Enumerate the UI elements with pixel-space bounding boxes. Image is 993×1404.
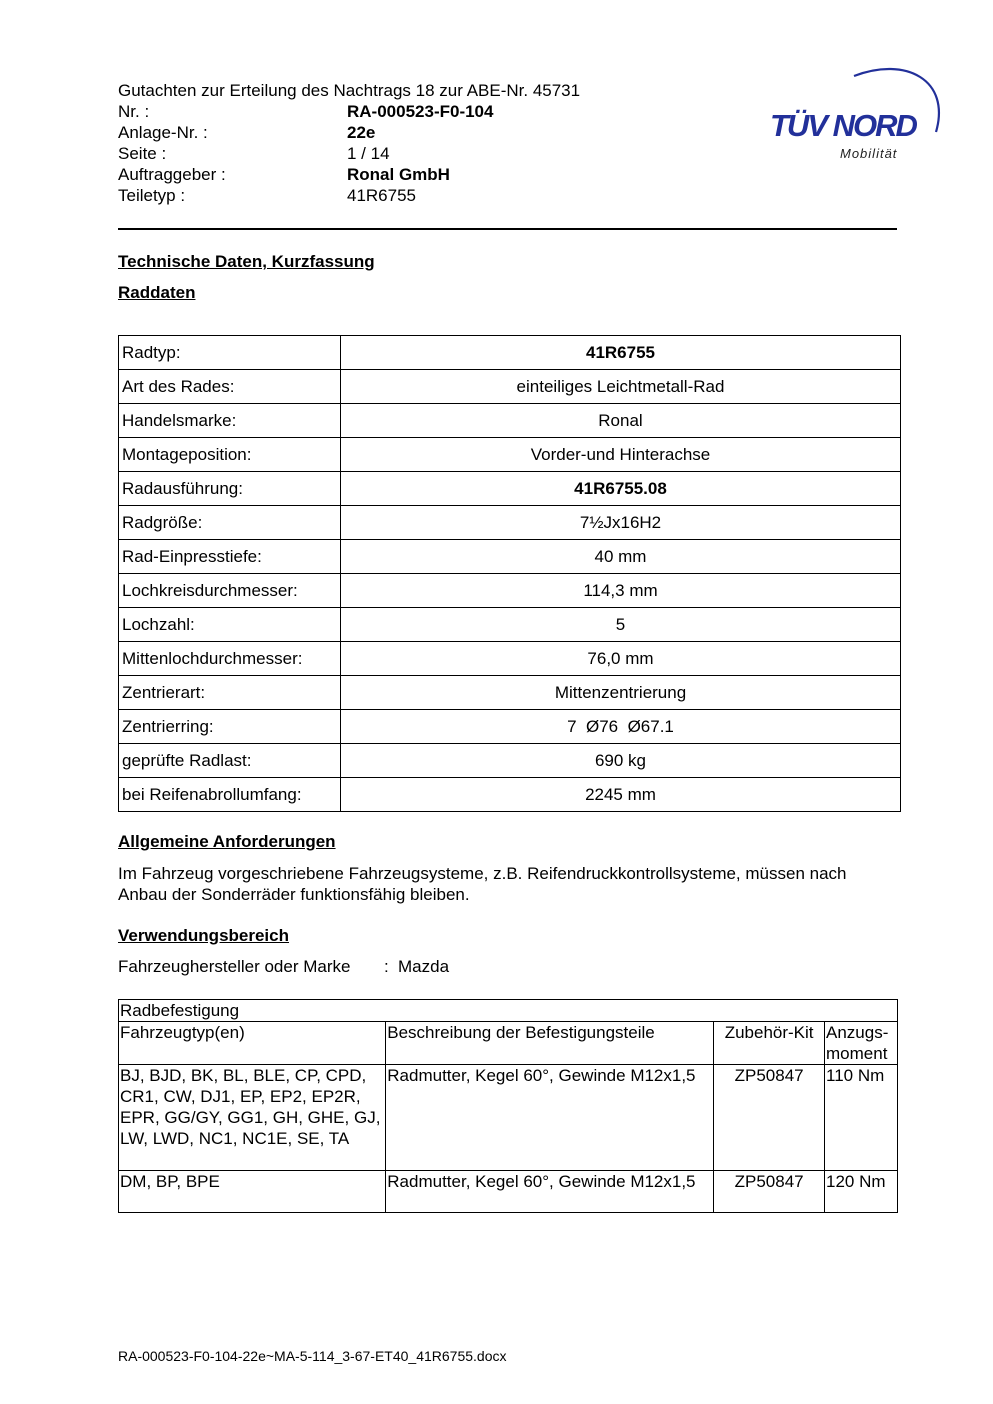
header-row-page [118,143,493,164]
manufacturer-row [118,957,449,977]
wheel-property-label: Handelsmarke: [119,404,341,438]
table-row [119,404,901,438]
header-label: Anlage-Nr. : [118,123,208,142]
mount-table-caption-row [119,1000,898,1022]
header-label: Auftraggeber : [118,165,226,184]
header-label: Seite : [118,144,167,163]
wheel-property-value: 40 mm [341,540,901,574]
header-value: RA-000523-F0-104 [347,102,494,121]
wheel-property-label: Lochzahl: [119,608,341,642]
wheel-property-value: 114,3 mm [341,574,901,608]
table-row [119,710,901,744]
manufacturer-label: Fahrzeughersteller oder Marke [118,957,351,976]
manufacturer-separator: : [384,957,389,976]
wheel-property-value: einteiliges Leichtmetall-Rad [341,370,901,404]
table-row [119,1171,898,1213]
section-heading-usage: Verwendungsbereich [118,926,289,945]
table-row [119,744,901,778]
header-row-part-type [118,185,493,206]
mount-table-caption: Radbefestigung [119,1000,898,1022]
logo-subtitle: Mobilität [840,146,898,161]
table-row [119,574,901,608]
header-label: Teiletyp : [118,186,186,205]
vehicle-types-cell: BJ, BJD, BK, BL, BLE, CP, CPD, CR1, CW, DJ1, EP, EP2, EP2R, EPR, GG/GY, GG1, GH, GHE, GJ, LW, LWD, NC1, NC1E, SE, TA [119,1065,386,1171]
table-row [119,778,901,812]
table-row [119,506,901,540]
table-row [119,540,901,574]
header-value: 1 / 14 [347,144,390,163]
section-heading-wheel-data: Raddaten [118,283,196,302]
wheel-property-value: 7 Ø76 Ø67.1 [341,710,901,744]
wheel-data-table [118,335,901,812]
wheel-property-value: 7½Jx16H2 [341,506,901,540]
wheel-property-value: Vorder-und Hinterachse [341,438,901,472]
table-row [119,336,901,370]
header-value: 22e [347,123,376,142]
table-row [119,370,901,404]
header-row-annex [118,122,493,143]
wheel-property-label: Art des Rades: [119,370,341,404]
logo-wordmark: TÜV NORD [770,108,916,143]
wheel-property-label: Montageposition: [119,438,341,472]
wheel-property-value: Mittenzentrierung [341,676,901,710]
table-row [119,472,901,506]
wheel-property-value: 41R6755.08 [341,472,901,506]
table-row [119,438,901,472]
kit-cell: ZP50847 [714,1065,825,1171]
header-row-number [118,101,493,122]
header-value: 41R6755 [347,186,417,205]
col-header-vehicle-types: Fahrzeugtyp(en) [119,1022,386,1065]
table-row [119,608,901,642]
col-header-kit: Zubehör-Kit [714,1022,825,1065]
table-row [119,642,901,676]
wheel-property-label: Rad-Einpresstiefe: [119,540,341,574]
section-heading-general: Allgemeine Anforderungen [118,832,336,851]
section-heading-technical: Technische Daten, Kurzfassung [118,252,375,271]
wheel-property-label: bei Reifenabrollumfang: [119,778,341,812]
col-header-description: Beschreibung der Befestigungsteile [386,1022,714,1065]
wheel-property-value: 690 kg [341,744,901,778]
wheel-property-value: 2245 mm [341,778,901,812]
general-requirements-text: Im Fahrzeug vorgeschriebene Fahrzeugsysteme, z.B. Reifendruckkontrollsysteme, müssen nach Anbau der Sonderräder funktionsfähig bleiben. [118,864,847,904]
table-row [119,1065,898,1171]
mount-table-header-row [119,1022,898,1065]
header-divider [118,228,897,230]
header-fields [118,101,493,206]
torque-cell: 120 Nm [825,1171,898,1213]
wheel-property-label: Radtyp: [119,336,341,370]
table-row [119,676,901,710]
footer-filename: RA-000523-F0-104-22e~MA-5-114_3-67-ET40_41R6755.docx [118,1348,507,1364]
wheel-property-label: Zentrierring: [119,710,341,744]
kit-cell: ZP50847 [714,1171,825,1213]
wheel-property-value: Ronal [341,404,901,438]
wheel-property-label: Radgröße: [119,506,341,540]
vehicle-types-cell: DM, BP, BPE [119,1171,386,1213]
torque-cell: 110 Nm [825,1065,898,1171]
tuv-nord-logo [766,60,946,170]
header-label: Nr. : [118,102,150,121]
manufacturer-value: Mazda [398,957,450,976]
report-title: Gutachten zur Erteilung des Nachtrags 18 zur ABE-Nr. 45731 [118,81,581,100]
wheel-property-value: 5 [341,608,901,642]
wheel-property-label: Zentrierart: [119,676,341,710]
description-cell: Radmutter, Kegel 60°, Gewinde M12x1,5 [386,1171,714,1213]
wheel-property-label: Mittenlochdurchmesser: [119,642,341,676]
wheel-property-label: Radausführung: [119,472,341,506]
header-value: Ronal GmbH [347,165,450,184]
col-header-torque: Anzugs-moment [825,1022,898,1065]
header-row-client [118,164,493,185]
wheel-property-label: Lochkreisdurchmesser: [119,574,341,608]
description-cell: Radmutter, Kegel 60°, Gewinde M12x1,5 [386,1065,714,1171]
wheel-property-value: 76,0 mm [341,642,901,676]
wheel-property-value: 41R6755 [341,336,901,370]
wheel-mount-table [118,999,898,1213]
wheel-property-label: geprüfte Radlast: [119,744,341,778]
